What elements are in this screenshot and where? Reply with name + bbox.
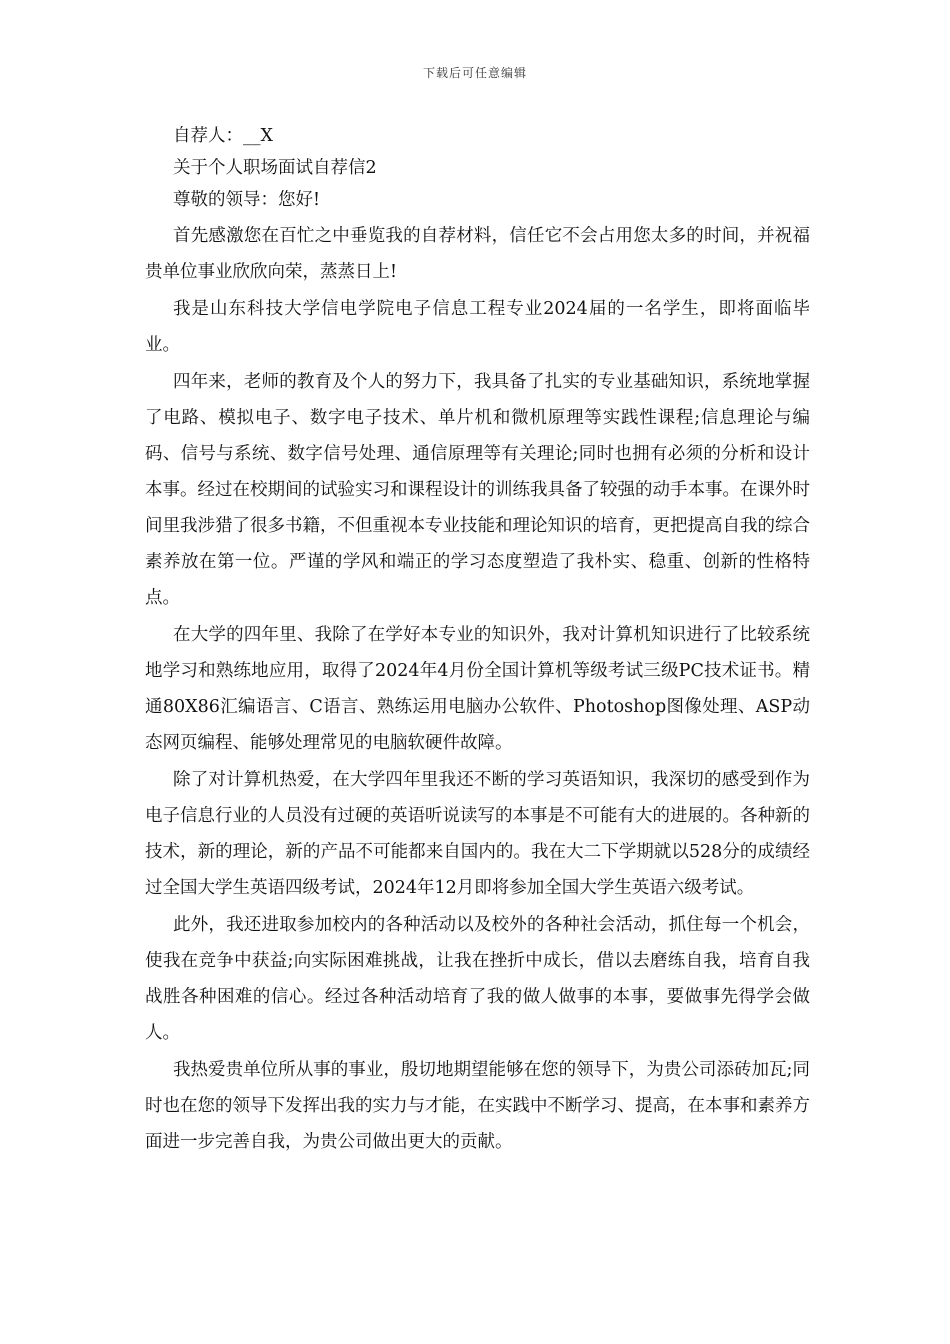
recommender-line: 自荐人：__X bbox=[173, 126, 273, 146]
letter-title: 关于个人职场面试自荐信2 bbox=[173, 158, 377, 178]
paragraph: 首先感激您在百忙之中垂览我的自荐材料，信任它不会占用您太多的时间，并祝福贵单位事业欣欣向荣，蒸蒸日上! bbox=[145, 226, 810, 282]
paragraph: 除了对计算机热爱，在大学四年里我还不断的学习英语知识，我深切的感受到作为电子信息行业的人员没有过硬的英语听说读写的本事是不可能有大的进展的。各种新的技术，新的理论，新的产品不可能都来自国内的。我在大二下学期就以528分的成绩经过全国大学生英语四级考试，2024年12月即将参加全国大学生英语六级考试。 bbox=[145, 770, 810, 898]
paragraph: 四年来，老师的教育及个人的努力下，我具备了扎实的专业基础知识，系统地掌握了电路、模拟电子、数字电子技术、单片机和微机原理等实践性课程;信息理论与编码、信号与系统、数字信号处理、通信原理等有关理论;同时也拥有必须的分析和设计本事。经过在校期间的试验实习和课程设计的训练我具备了较强的动手本事。在课外时间里我涉猎了很多书籍，不但重视本专业技能和理论知识的培育，更把提高自我的综合素养放在第一位。严谨的学风和端正的学习态度塑造了我朴实、稳重、创新的性格特点。 bbox=[145, 372, 810, 608]
salutation: 尊敬的领导：您好! bbox=[173, 190, 321, 210]
paragraph: 我是山东科技大学信电学院电子信息工程专业2024届的一名学生，即将面临毕业。 bbox=[145, 299, 810, 355]
paragraph: 在大学的四年里、我除了在学好本专业的知识外，我对计算机知识进行了比较系统地学习和熟练地应用，取得了2024年4月份全国计算机等级考试三级PC技术证书。精通80X86汇编语言、C语言、熟练运用电脑办公软件、Photoshop图像处理、ASP动态网页编程、能够处理常见的电脑软硬件故障。 bbox=[145, 625, 810, 753]
paragraph: 此外，我还进取参加校内的各种活动以及校外的各种社会活动，抓住每一个机会，使我在竞争中获益;向实际困难挑战，让我在挫折中成长，借以去磨练自我，培育自我战胜各种困难的信心。经过各种活动培育了我的做人做事的本事，要做事先得学会做人。 bbox=[145, 915, 810, 1043]
paragraph: 我热爱贵单位所从事的事业，殷切地期望能够在您的领导下，为贵公司添砖加瓦;同时也在您的领导下发挥出我的实力与才能，在实践中不断学习、提高，在本事和素养方面进一步完善自我，为贵公司做出更大的贡献。 bbox=[145, 1060, 810, 1152]
document-body bbox=[145, 120, 810, 1160]
page-header: 下载后可任意编辑 bbox=[422, 66, 527, 80]
